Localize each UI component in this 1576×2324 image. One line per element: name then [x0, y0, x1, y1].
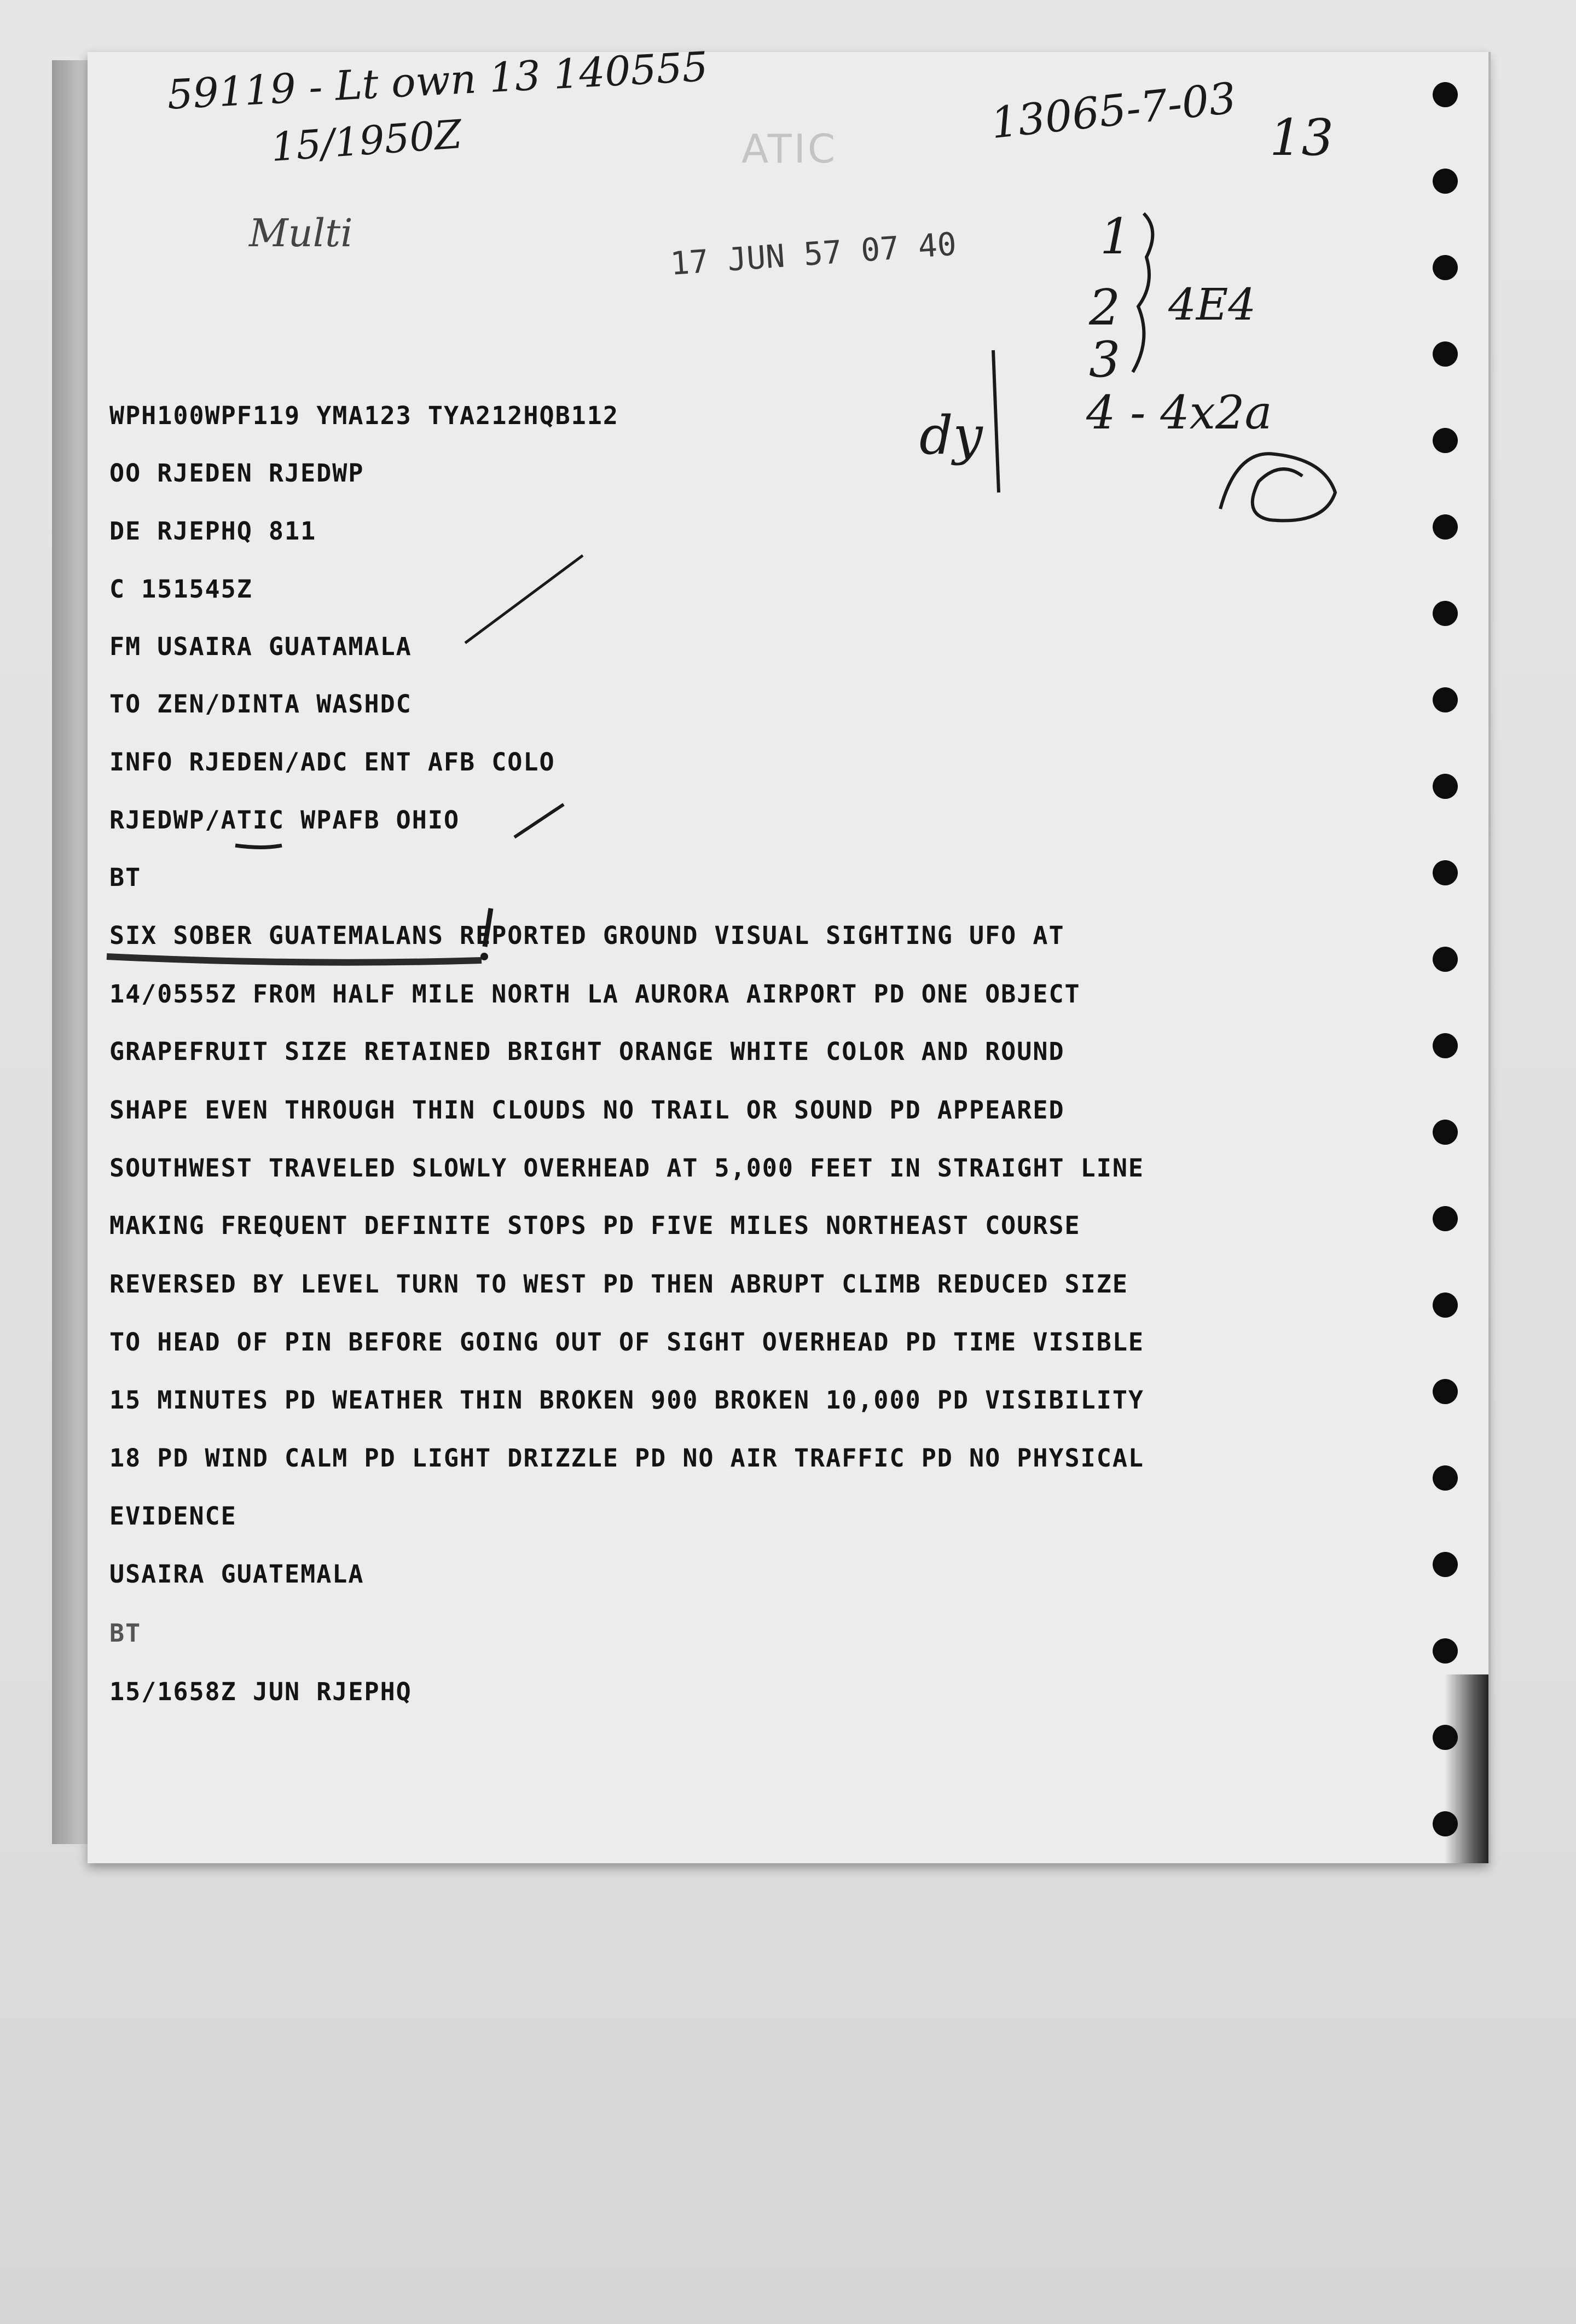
body-line-5: SOUTHWEST TRAVELED SLOWLY OVERHEAD AT 5,000 FEET IN STRAIGHT LINE: [109, 1154, 1144, 1183]
header-line-to: TO ZEN/DINTA WASHDC: [109, 689, 412, 718]
body-line-11: EVIDENCE: [109, 1502, 237, 1531]
handwritten-file-letter: 13: [1270, 108, 1334, 167]
body-line-3: GRAPEFRUIT SIZE RETAINED BRIGHT ORANGE WHITE COLOR AND ROUND: [109, 1037, 1065, 1066]
handwritten-list-2: 2: [1089, 279, 1121, 337]
signature-line: USAIRA GUATEMALA: [109, 1560, 364, 1589]
header-line-bt: BT: [109, 863, 142, 892]
handwritten-list-1: 1: [1100, 208, 1132, 265]
handwritten-list-3: 3: [1089, 331, 1121, 389]
handwritten-top-left-line-1: 59119 - Lt own 13 140555: [166, 43, 709, 119]
body-line-9: 15 MINUTES PD WEATHER THIN BROKEN 900 BROKEN 10,000 PD VISIBILITY: [109, 1386, 1144, 1415]
atic-underline: [235, 845, 282, 848]
handwritten-list-note: 4E4: [1168, 279, 1256, 330]
body-line-4: SHAPE EVEN THROUGH THIN CLOUDS NO TRAIL OR SOUND PD APPEARED: [109, 1096, 1065, 1125]
body-line-6: MAKING FREQUENT DEFINITE STOPS PD FIVE MILES NORTHEAST COURSE: [109, 1211, 1081, 1240]
body-line-7: REVERSED BY LEVEL TURN TO WEST PD THEN ABRUPT CLIMB REDUCED SIZE: [109, 1270, 1128, 1299]
body-line-2: 14/0555Z FROM HALF MILE NORTH LA AURORA AIRPORT PD ONE OBJECT: [109, 980, 1081, 1009]
check-mark-2: [514, 804, 564, 837]
body-line-1: SIX SOBER GUATEMALANS REPORTED GROUND VISUAL SIGHTING UFO AT: [109, 921, 1065, 950]
signature-scribble: [1220, 454, 1335, 520]
atic-stamp: ATIC: [741, 126, 838, 172]
initials-vertical-stroke: [993, 350, 999, 492]
header-line-routing: WPH100WPF119 YMA123 TYA212HQB112: [109, 401, 619, 430]
handwritten-side-note: Multi: [249, 211, 353, 256]
exclamation-dot: [480, 953, 488, 960]
header-line-info: INFO RJEDEN/ADC ENT AFB COLO: [109, 747, 555, 776]
header-line-station: DE RJEPHQ 811: [109, 517, 317, 546]
brace-mark: [1133, 213, 1152, 372]
handwritten-list-4: 4 - 4x2a: [1086, 386, 1272, 439]
body-line-10: 18 PD WIND CALM PD LIGHT DRIZZLE PD NO AIR TRAFFIC PD NO PHYSICAL: [109, 1444, 1144, 1473]
received-date-stamp: 17 JUN 57 07 40: [669, 225, 958, 282]
body-underline: [107, 957, 482, 963]
header-line-dtg: C 151545Z: [109, 575, 253, 604]
header-line-precedence: OO RJEDEN RJEDWP: [109, 459, 364, 488]
handwritten-file-number: 13065-7-03: [988, 73, 1239, 149]
body-line-8: TO HEAD OF PIN BEFORE GOING OUT OF SIGHT OVERHEAD PD TIME VISIBLE: [109, 1328, 1144, 1357]
handwritten-top-left-line-2: 15/1950Z: [269, 111, 463, 171]
handwritten-initials: dy: [919, 405, 983, 466]
header-line-from: FM USAIRA GUATAMALA: [109, 632, 412, 661]
header-line-info-2: RJEDWP/ATIC WPAFB OHIO: [109, 805, 460, 834]
footer-bt: BT: [109, 1619, 142, 1648]
footer-dtg: 15/1658Z JUN RJEPHQ: [109, 1677, 412, 1706]
check-mark-1: [465, 555, 583, 643]
